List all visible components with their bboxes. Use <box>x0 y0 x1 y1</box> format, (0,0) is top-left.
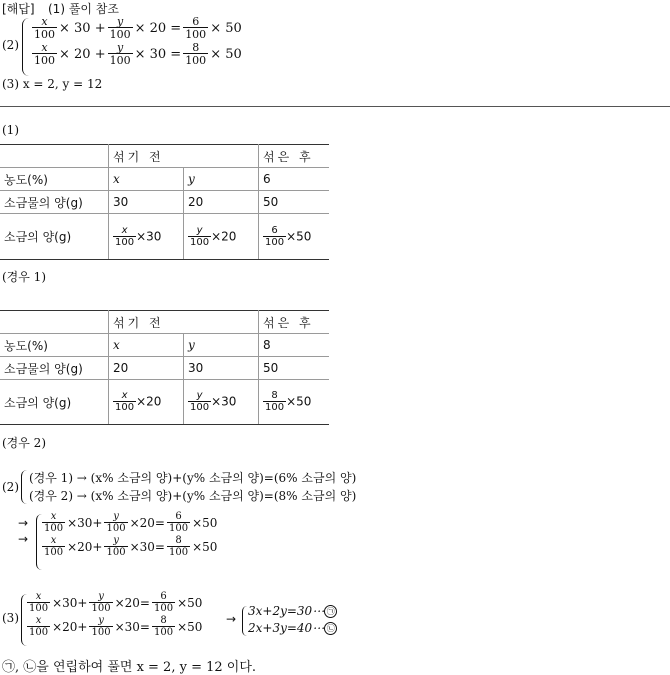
s2-eq2 <box>42 536 217 558</box>
table-cell: 6 <box>259 168 330 191</box>
row-label: 농도(%) <box>0 168 109 191</box>
eq-text: × 30 + <box>59 20 106 36</box>
eq-text: × 30 = <box>134 46 182 62</box>
frac-num: x <box>41 41 48 54</box>
table-cell <box>109 380 184 425</box>
cell-text: ×50 <box>286 394 312 409</box>
cell-text: ×30 <box>136 229 162 243</box>
s3-eq2 <box>27 616 202 638</box>
frac-den: 100 <box>265 236 285 248</box>
frac-num: x <box>50 535 57 546</box>
s3-system <box>27 592 202 638</box>
frac-den: 100 <box>44 547 64 558</box>
frac-den: 100 <box>185 54 207 67</box>
eq-text: × 20 + <box>59 46 106 62</box>
frac-num: y <box>196 390 203 401</box>
solution-label-1: (1) <box>2 123 19 137</box>
table-header-after: 섞은 후 <box>259 145 330 168</box>
frac-den: 100 <box>34 54 55 67</box>
frac-den: 100 <box>106 523 126 534</box>
answer-eq1 <box>32 16 242 40</box>
frac-den: 100 <box>109 28 131 41</box>
eq-text: × 20 = <box>134 20 182 36</box>
solution-label-3: (3) <box>2 611 19 625</box>
linear-eq1-text: 3x+2y=30⋯ <box>248 604 325 618</box>
eq-text: ×50 <box>192 540 218 554</box>
frac-num: x <box>121 224 128 236</box>
table-header-after: 섞은 후 <box>259 311 330 334</box>
table-cell: 20 <box>184 191 259 214</box>
frac-den: 100 <box>153 627 174 638</box>
eq-text: ×50 <box>177 596 203 610</box>
mark-1: ㉠ <box>324 605 337 618</box>
frac-num: 8 <box>175 535 182 546</box>
table-cell: x <box>109 334 184 357</box>
table-case1-caption: (경우 1) <box>2 270 46 284</box>
row-label: 소금물의 양(g) <box>0 357 109 380</box>
frac-num: y <box>98 591 104 602</box>
table-header-empty <box>0 311 109 334</box>
linear-eq2-text: 2x+3y=40⋯ <box>248 621 325 635</box>
conclusion: ㉠, ㉡을 연립하여 풀면 x = 2, y = 12 이다. <box>2 660 257 675</box>
table-cell: 50 <box>259 191 330 214</box>
eq-text: × 50 <box>210 46 242 62</box>
answer-part3: (3) x = 2, y = 12 <box>2 77 103 91</box>
table-cell: 30 <box>109 191 184 214</box>
frac-num: 6 <box>271 224 278 236</box>
mark-2: ㉡ <box>324 622 337 635</box>
case-brace <box>21 470 27 504</box>
frac-num: 6 <box>192 15 200 28</box>
frac-num: 6 <box>175 511 182 522</box>
table-cell: 20 <box>109 357 184 380</box>
linear-eq2 <box>248 621 337 635</box>
frac-num: 6 <box>160 591 167 602</box>
table-cell: y <box>184 168 259 191</box>
answer-part1: (1) 풀이 참조 <box>48 2 119 16</box>
answer-system <box>32 16 242 66</box>
frac-num: 8 <box>192 41 200 54</box>
eq-text: ×20+ <box>67 540 103 554</box>
eq-text: ×20= <box>114 596 150 610</box>
arrow-1: → <box>18 516 29 530</box>
eq-text: ×20= <box>129 516 165 530</box>
frac-num: x <box>35 615 42 626</box>
frac-den: 100 <box>168 523 189 534</box>
frac-num: 8 <box>271 390 278 401</box>
frac-den: 100 <box>185 28 207 41</box>
frac-den: 100 <box>115 402 135 413</box>
divider <box>0 106 670 107</box>
s2-eq1 <box>42 512 217 534</box>
frac-num: y <box>98 615 104 626</box>
lin-brace <box>242 606 247 636</box>
frac-num: 8 <box>160 615 167 626</box>
frac-den: 100 <box>44 523 64 534</box>
frac-den: 100 <box>115 236 135 248</box>
table-cell <box>184 380 259 425</box>
arrow-3: → <box>226 612 237 626</box>
answer-part2-label: (2) <box>2 38 19 52</box>
eq-text: ×20+ <box>52 620 88 634</box>
case1-line: (경우 1) → (x% 소금의 양)+(y% 소금의 양)=(6% 소금의 양) <box>29 471 357 485</box>
cell-text: ×20 <box>211 229 237 243</box>
frac-den: 100 <box>29 627 49 638</box>
eq-text: ×50 <box>177 620 203 634</box>
frac-den: 100 <box>91 603 111 614</box>
row-label: 소금의 양(g) <box>0 214 109 260</box>
table-cell: 30 <box>184 357 259 380</box>
eq-text: ×30= <box>129 540 165 554</box>
frac-num: y <box>113 511 119 522</box>
table-cell <box>184 214 259 260</box>
frac-den: 100 <box>190 236 210 248</box>
frac-num: y <box>116 41 124 54</box>
eq-text: ×30= <box>114 620 150 634</box>
table-case2-caption: (경우 2) <box>2 436 46 450</box>
table-cell <box>109 214 184 260</box>
table-cell: 8 <box>259 334 330 357</box>
table-cell <box>259 380 330 425</box>
cell-text: ×30 <box>211 394 237 409</box>
answer-label: [해답] <box>2 2 35 16</box>
s2-system <box>42 512 217 558</box>
eq-text: ×30+ <box>67 516 103 530</box>
frac-num: x <box>121 390 128 401</box>
table-header-before: 섞기 전 <box>109 145 259 168</box>
row-label: 농도(%) <box>0 334 109 357</box>
table-header-empty <box>0 145 109 168</box>
table-cell: x <box>109 168 184 191</box>
eq-text: × 50 <box>210 20 242 36</box>
case2-line: (경우 2) → (x% 소금의 양)+(y% 소금의 양)=(8% 소금의 양) <box>29 489 357 503</box>
table-cell <box>259 214 330 260</box>
eq-text: ×50 <box>192 516 218 530</box>
frac-num: y <box>113 535 119 546</box>
table-header-before: 섞기 전 <box>109 311 259 334</box>
frac-num: x <box>50 511 57 522</box>
s3-eq1 <box>27 592 202 614</box>
table-case2 <box>0 310 329 425</box>
eq-text: ×30+ <box>52 596 88 610</box>
frac-num: y <box>116 15 124 28</box>
row-label: 소금물의 양(g) <box>0 191 109 214</box>
frac-den: 100 <box>106 547 126 558</box>
frac-den: 100 <box>168 547 189 558</box>
frac-den: 100 <box>265 402 285 413</box>
table-case1 <box>0 144 329 260</box>
arrow-2: → <box>18 532 29 546</box>
frac-den: 100 <box>91 627 111 638</box>
table-cell: 50 <box>259 357 330 380</box>
linear-eq1 <box>248 604 337 618</box>
solution-label-2: (2) <box>2 480 19 494</box>
frac-num: y <box>196 224 203 236</box>
frac-den: 100 <box>29 603 49 614</box>
frac-num: x <box>35 591 42 602</box>
answer-brace <box>22 18 29 76</box>
frac-den: 100 <box>190 402 210 413</box>
table-cell: y <box>184 334 259 357</box>
cell-text: ×20 <box>136 394 162 409</box>
cell-text: ×50 <box>286 229 312 243</box>
answer-eq2 <box>32 42 242 66</box>
row-label: 소금의 양(g) <box>0 380 109 425</box>
frac-den: 100 <box>153 603 174 614</box>
frac-den: 100 <box>109 54 131 67</box>
frac-num: x <box>41 15 48 28</box>
frac-den: 100 <box>34 28 55 41</box>
